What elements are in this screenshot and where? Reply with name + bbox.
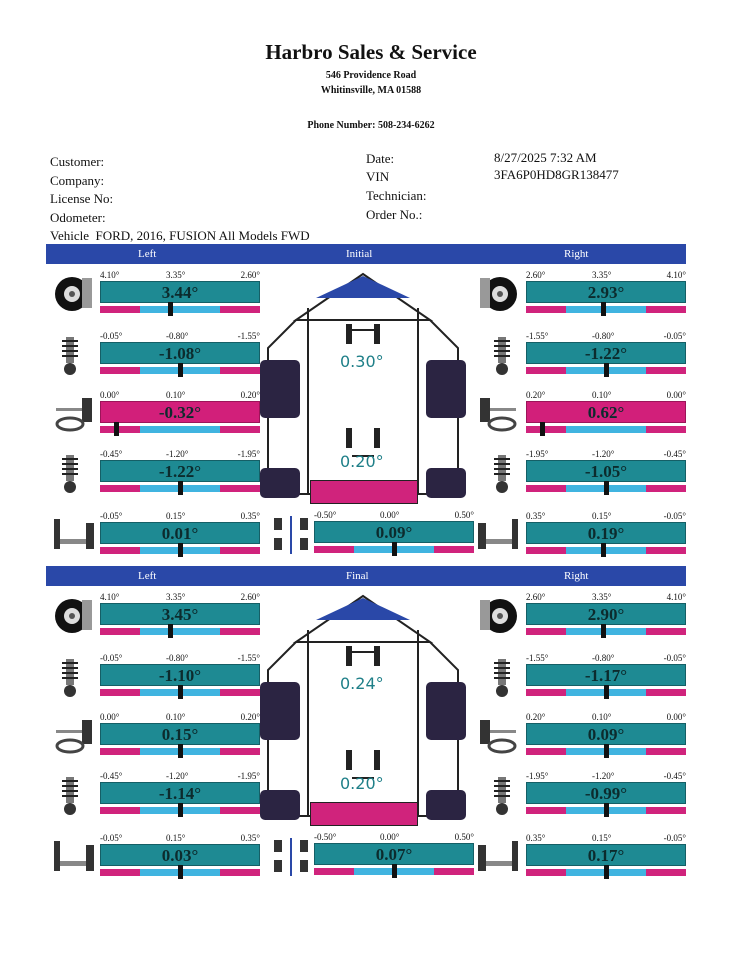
- right-front-caster: [526, 653, 686, 701]
- spec-ticks: [526, 771, 686, 782]
- left-front-toe: [100, 712, 260, 760]
- measured-value: 0.19°: [526, 522, 686, 544]
- value-indicator: [178, 481, 183, 495]
- measured-value: 0.17°: [526, 844, 686, 866]
- measured-value: 0.09°: [526, 723, 686, 745]
- thrust-angle-icon: [270, 512, 314, 556]
- spec-preferred: 3.35°: [166, 270, 186, 280]
- value-indicator: [392, 542, 397, 556]
- left-rear-camber: [100, 771, 260, 819]
- odometer-label: Odometer:: [50, 210, 106, 225]
- measured-value: 0.03°: [100, 844, 260, 866]
- spec-ticks: [100, 390, 260, 401]
- measured-value: -0.32°: [100, 401, 260, 423]
- spec-preferred: -0.80°: [166, 331, 189, 341]
- measured-value: 0.07°: [314, 843, 474, 865]
- measured-value: 3.44°: [100, 281, 260, 303]
- measured-value: -1.14°: [100, 782, 260, 804]
- spec-ticks: [314, 832, 474, 843]
- steering-icon: [52, 714, 96, 758]
- value-indicator: [601, 302, 606, 316]
- spec-max: 0.50°: [454, 510, 474, 520]
- value-indicator: [601, 543, 606, 557]
- spec-preferred: -1.20°: [166, 771, 189, 781]
- strut-icon: [476, 773, 520, 817]
- spec-preferred: 3.35°: [592, 270, 612, 280]
- right-front-toe: [526, 712, 686, 760]
- spec-preferred: 0.10°: [592, 390, 612, 400]
- measured-value: -1.17°: [526, 664, 686, 686]
- spec-min: 0.20°: [526, 712, 546, 722]
- steering-icon: [476, 392, 520, 436]
- spec-max: 4.10°: [666, 592, 686, 602]
- spec-preferred: 0.15°: [166, 833, 186, 843]
- left-front-caster: [100, 331, 260, 379]
- company-label: Company:: [50, 173, 105, 188]
- spec-max: 0.20°: [240, 712, 260, 722]
- spec-max: -1.95°: [237, 449, 260, 459]
- phone-value: 508-234-6262: [377, 120, 435, 131]
- spec-max: -0.05°: [663, 511, 686, 521]
- spec-max: 4.10°: [666, 270, 686, 280]
- left-rear-toe: [100, 833, 260, 881]
- spec-min: 2.60°: [526, 592, 546, 602]
- shop-address-line1: 546 Providence Road: [325, 70, 417, 81]
- value-indicator: [168, 302, 173, 316]
- spec-ticks: [314, 510, 474, 521]
- value-indicator: [604, 744, 609, 758]
- value-indicator: [604, 865, 609, 879]
- right-front-toe: [526, 390, 686, 438]
- left-label: Left: [138, 248, 157, 260]
- spec-range-bar: [100, 628, 260, 635]
- right-front-camber: [526, 270, 686, 318]
- thrust-angle: [314, 832, 474, 880]
- spec-preferred: 0.15°: [592, 511, 612, 521]
- thrust-angle-icon: [270, 834, 314, 878]
- strut-icon: [52, 333, 96, 377]
- spec-min: -0.05°: [100, 511, 123, 521]
- spec-min: -0.50°: [314, 832, 337, 842]
- vehicle-line: [50, 228, 310, 244]
- measured-value: -1.22°: [100, 460, 260, 482]
- spec-min: -0.45°: [100, 771, 123, 781]
- spec-min: -1.95°: [526, 449, 549, 459]
- spec-min: -0.05°: [100, 331, 123, 341]
- spec-range-bar: [100, 306, 260, 313]
- right-label: Right: [564, 248, 589, 260]
- value-indicator: [604, 685, 609, 699]
- spec-min: 4.10°: [100, 592, 120, 602]
- value-indicator: [540, 422, 545, 436]
- spec-preferred: 0.10°: [166, 390, 186, 400]
- spec-ticks: [100, 511, 260, 522]
- left-rear-toe: [100, 511, 260, 559]
- right-front-caster: [526, 331, 686, 379]
- spec-max: 0.20°: [240, 390, 260, 400]
- spec-max: -0.05°: [663, 331, 686, 341]
- measured-value: 0.15°: [100, 723, 260, 745]
- left-front-camber: [100, 592, 260, 640]
- spec-preferred: -1.20°: [592, 449, 615, 459]
- spec-max: -0.45°: [663, 771, 686, 781]
- value-indicator: [168, 624, 173, 638]
- value-indicator: [604, 803, 609, 817]
- spec-max: 2.60°: [240, 592, 260, 602]
- spec-min: -1.95°: [526, 771, 549, 781]
- spec-preferred: 0.00°: [380, 832, 400, 842]
- spec-max: 0.00°: [666, 390, 686, 400]
- spec-ticks: [526, 390, 686, 401]
- strut-icon: [476, 451, 520, 495]
- spec-ticks: [526, 270, 686, 281]
- rear-total-toe: 0.20°: [340, 452, 384, 471]
- spec-min: 0.35°: [526, 511, 546, 521]
- section-header-bar: [46, 244, 686, 264]
- spec-preferred: 0.15°: [166, 511, 186, 521]
- spec-preferred: 3.35°: [166, 592, 186, 602]
- right-rear-camber: [526, 771, 686, 819]
- measured-value: -0.99°: [526, 782, 686, 804]
- spec-preferred: -1.20°: [166, 449, 189, 459]
- initial-section: [0, 244, 742, 566]
- spec-min: 0.35°: [526, 833, 546, 843]
- section-title: Final: [346, 570, 369, 582]
- left-front-camber: [100, 270, 260, 318]
- rear-reference-bar: [310, 802, 418, 826]
- value-indicator: [178, 803, 183, 817]
- spec-max: -1.95°: [237, 771, 260, 781]
- vehicle-value: FORD, 2016, FUSION All Models FWD: [95, 228, 310, 243]
- spec-ticks: [100, 449, 260, 460]
- value-indicator: [178, 744, 183, 758]
- value-indicator: [178, 865, 183, 879]
- rear-total-toe: 0.20°: [340, 774, 384, 793]
- spec-preferred: -0.80°: [592, 331, 615, 341]
- spec-max: -0.45°: [663, 449, 686, 459]
- spec-min: -0.05°: [100, 833, 123, 843]
- spec-min: 0.20°: [526, 390, 546, 400]
- spec-ticks: [100, 712, 260, 723]
- spec-ticks: [100, 833, 260, 844]
- spec-max: -1.55°: [237, 653, 260, 663]
- strut-icon: [52, 655, 96, 699]
- spec-min: -0.50°: [314, 510, 337, 520]
- strut-icon: [476, 655, 520, 699]
- spec-ticks: [526, 331, 686, 342]
- spec-min: -1.55°: [526, 653, 549, 663]
- measured-value: 2.90°: [526, 603, 686, 625]
- spec-preferred: 0.10°: [166, 712, 186, 722]
- left-label: Left: [138, 570, 157, 582]
- spec-range-bar: [526, 628, 686, 635]
- steering-icon: [52, 392, 96, 436]
- spec-max: 0.50°: [454, 832, 474, 842]
- measured-value: 0.09°: [314, 521, 474, 543]
- measured-value: 0.01°: [100, 522, 260, 544]
- spec-ticks: [100, 653, 260, 664]
- steering-icon: [476, 714, 520, 758]
- spec-preferred: -0.80°: [592, 653, 615, 663]
- measured-value: -1.05°: [526, 460, 686, 482]
- spec-min: 2.60°: [526, 270, 546, 280]
- strut-icon: [52, 773, 96, 817]
- axle-icon: [476, 513, 520, 557]
- value-indicator: [178, 363, 183, 377]
- spec-range-bar: [526, 547, 686, 554]
- strut-icon: [476, 333, 520, 377]
- vin-label: VIN: [366, 169, 390, 184]
- technician-label: Technician:: [366, 188, 427, 203]
- spec-range-bar: [526, 426, 686, 433]
- phone-label: Phone Number:: [307, 120, 376, 131]
- date-label: Date:: [366, 151, 395, 166]
- right-label: Right: [564, 570, 589, 582]
- spec-ticks: [100, 270, 260, 281]
- measured-value: -1.10°: [100, 664, 260, 686]
- spec-ticks: [526, 449, 686, 460]
- section-header-bar: [46, 566, 686, 586]
- shop-address-line2: Whitinsville, MA 01588: [320, 85, 422, 96]
- wheel-icon: [476, 272, 520, 316]
- spec-min: -0.45°: [100, 449, 123, 459]
- wheel-icon: [52, 272, 96, 316]
- thrust-angle: [314, 510, 474, 558]
- spec-preferred: -0.80°: [166, 653, 189, 663]
- spec-max: 2.60°: [240, 270, 260, 280]
- vin-value: 3FA6P0HD8GR138477: [494, 167, 619, 182]
- measured-value: -1.22°: [526, 342, 686, 364]
- right-rear-camber: [526, 449, 686, 497]
- date-value: 8/27/2025 7:32 AM: [494, 150, 597, 165]
- measured-value: -1.08°: [100, 342, 260, 364]
- rear-reference-bar: [310, 480, 418, 504]
- wheel-icon: [476, 594, 520, 638]
- left-front-toe: [100, 390, 260, 438]
- phone-line: [0, 120, 742, 131]
- value-indicator: [392, 864, 397, 878]
- axle-icon: [52, 835, 96, 879]
- spec-max: -0.05°: [663, 653, 686, 663]
- spec-ticks: [526, 833, 686, 844]
- spec-ticks: [526, 592, 686, 603]
- value-indicator: [178, 543, 183, 557]
- value-indicator: [601, 624, 606, 638]
- customer-label: Customer:: [50, 154, 105, 169]
- wheel-icon: [52, 594, 96, 638]
- spec-max: 0.35°: [240, 833, 260, 843]
- section-title: Initial: [346, 248, 373, 260]
- front-total-toe: 0.24°: [340, 674, 384, 693]
- shop-name: Harbro Sales & Service: [265, 40, 477, 64]
- axle-icon: [476, 835, 520, 879]
- spec-ticks: [100, 771, 260, 782]
- spec-preferred: 0.10°: [592, 712, 612, 722]
- spec-min: 0.00°: [100, 390, 120, 400]
- spec-min: 0.00°: [100, 712, 120, 722]
- license-label: License No:: [50, 191, 114, 206]
- order-label: Order No.:: [366, 207, 423, 222]
- spec-preferred: -1.20°: [592, 771, 615, 781]
- spec-min: -1.55°: [526, 331, 549, 341]
- spec-ticks: [526, 712, 686, 723]
- measured-value: 0.62°: [526, 401, 686, 423]
- left-rear-camber: [100, 449, 260, 497]
- axle-icon: [52, 513, 96, 557]
- right-rear-toe: [526, 833, 686, 881]
- measured-value: 3.45°: [100, 603, 260, 625]
- right-front-camber: [526, 592, 686, 640]
- measured-value: 2.93°: [526, 281, 686, 303]
- right-rear-toe: [526, 511, 686, 559]
- spec-min: 4.10°: [100, 270, 120, 280]
- spec-max: -0.05°: [663, 833, 686, 843]
- value-indicator: [178, 685, 183, 699]
- spec-max: 0.00°: [666, 712, 686, 722]
- spec-preferred: 3.35°: [592, 592, 612, 602]
- final-section: [0, 566, 742, 888]
- spec-preferred: 0.15°: [592, 833, 612, 843]
- spec-ticks: [526, 511, 686, 522]
- spec-ticks: [100, 592, 260, 603]
- spec-ticks: [100, 331, 260, 342]
- vehicle-label: Vehicle: [50, 228, 89, 243]
- spec-max: -1.55°: [237, 331, 260, 341]
- spec-min: -0.05°: [100, 653, 123, 663]
- left-front-caster: [100, 653, 260, 701]
- value-indicator: [114, 422, 119, 436]
- spec-range-bar: [100, 426, 260, 433]
- front-total-toe: 0.30°: [340, 352, 384, 371]
- strut-icon: [52, 451, 96, 495]
- spec-preferred: 0.00°: [380, 510, 400, 520]
- spec-range-bar: [526, 306, 686, 313]
- value-indicator: [604, 363, 609, 377]
- value-indicator: [604, 481, 609, 495]
- spec-ticks: [526, 653, 686, 664]
- spec-max: 0.35°: [240, 511, 260, 521]
